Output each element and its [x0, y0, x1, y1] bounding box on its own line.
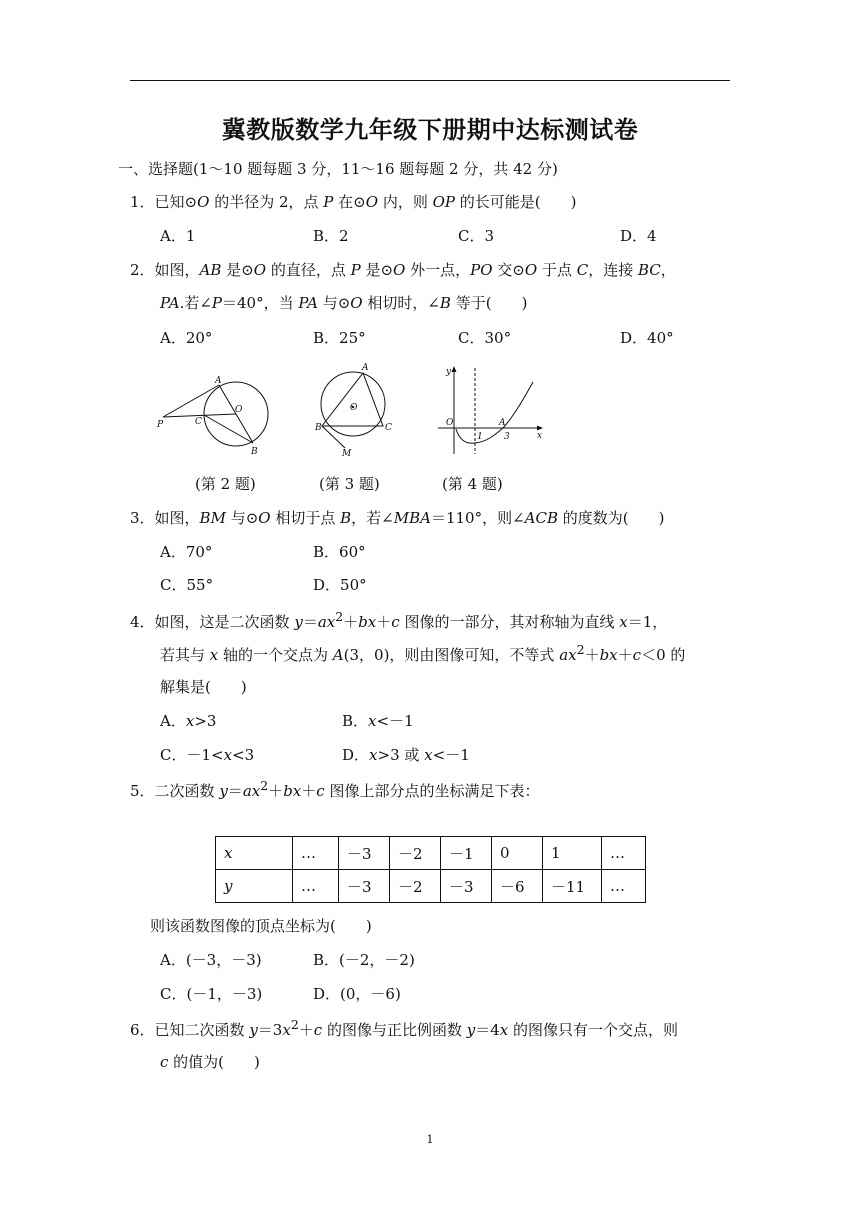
q4-option-b: B．x<－1: [342, 712, 414, 730]
q3-option-c: C．55°: [160, 576, 214, 594]
fig4-tick-3: 3: [504, 432, 510, 442]
question-2-line-1: 2．如图，AB 是⊙O 的直径，点 P 是⊙O 外一点，PO 交⊙O 于点 C，连接 BC，: [130, 261, 676, 279]
fig2-line-pa: [163, 385, 219, 417]
fig3-label-b: B: [315, 423, 322, 433]
question-5-after-table: 则该函数图像的顶点坐标为( ): [150, 917, 372, 935]
fig4-label-y: y: [446, 367, 452, 377]
figure-4: [432, 362, 547, 460]
fig2-label-p: P: [157, 420, 164, 430]
fig3-label-o: O: [350, 403, 358, 413]
fig2-label-c: C: [195, 417, 202, 427]
fig3-label-a: A: [362, 363, 369, 373]
fig4-parabola: [456, 382, 533, 443]
figure-3: [312, 360, 396, 458]
q4-option-a: A．x>3: [160, 712, 217, 730]
table-cell: y: [216, 870, 293, 903]
fig2-label-a: A: [215, 376, 222, 386]
page-title: 冀教版数学九年级下册期中达标测试卷: [221, 116, 639, 144]
table-cell: －6: [492, 870, 543, 903]
q2-option-d: D．40°: [620, 329, 674, 347]
question-6-line-1: 6．已知二次函数 $y=3x^2+c$ 的图像与正比例函数 y＝4x 的图像只有一个交点，则: [130, 1017, 679, 1039]
fig2-label-b: B: [251, 447, 258, 457]
table-cell: －3: [339, 870, 390, 903]
fig4-tick-1: 1: [477, 432, 483, 442]
table-cell: －2: [390, 870, 441, 903]
table-cell: …: [602, 837, 646, 870]
table-cell: －2: [390, 837, 441, 870]
fig3-label-c: C: [385, 423, 392, 433]
q2-option-b: B．25°: [313, 329, 366, 347]
q5-values-table: [215, 836, 646, 903]
q5-option-b: B．(－2，－2): [313, 951, 415, 969]
fig4-label-x: x: [537, 431, 543, 441]
q4-option-d: D．x>3 或 x<－1: [342, 746, 470, 764]
fig4-label-a: A: [499, 418, 506, 428]
fig3-label-m: M: [342, 449, 352, 458]
table-cell: －11: [543, 870, 602, 903]
question-4-line-3: 解集是( ): [160, 678, 247, 696]
table-cell: 0: [492, 837, 543, 870]
question-2-line-2: PA.若∠P＝40°，当 PA 与⊙O 相切时，∠B 等于( ): [160, 294, 528, 312]
q2-option-c: C．30°: [458, 329, 512, 347]
table-row: [216, 870, 646, 903]
caption-figure-3: (第 3 题): [319, 475, 380, 493]
caption-figure-2: (第 2 题): [195, 475, 256, 493]
q2-option-a: A．20°: [160, 329, 213, 347]
question-6-line-2: c 的值为( ): [160, 1053, 260, 1071]
question-5-stem: 5．二次函数 $y=ax^2+bx+c$ 图像上部分点的坐标满足下表：: [130, 778, 540, 800]
fig2-label-o: O: [235, 405, 243, 415]
table-cell: …: [293, 837, 339, 870]
q1-option-c: C．3: [458, 227, 495, 245]
q5-option-a: A．(－3，－3): [160, 951, 262, 969]
table-row: [216, 837, 646, 870]
table-cell: 1: [543, 837, 602, 870]
question-4-line-2: 若其与 x 轴的一个交点为 A(3，0)，则由图像可知，不等式 $ax^2+bx+c<0$ 的: [160, 642, 686, 664]
table-cell: －3: [339, 837, 390, 870]
fig2-line-cb: [204, 415, 253, 443]
table-cell: －1: [441, 837, 492, 870]
question-4-line-1: 4．如图，这是二次函数 $y=ax^2+bx+c$ 图像的一部分，其对称轴为直线 x＝1，: [130, 609, 668, 631]
q3-option-a: A．70°: [160, 543, 213, 561]
page-number: 1: [426, 1133, 434, 1146]
table-cell: …: [293, 870, 339, 903]
caption-figure-4: (第 4 题): [442, 475, 503, 493]
table-cell: －3: [441, 870, 492, 903]
section-heading: 一、选择题(1～10 题每题 3 分，11～16 题每题 2 分，共 42 分): [118, 160, 558, 178]
q5-option-d: D．(0，－6): [313, 985, 401, 1003]
q1-option-d: D．4: [620, 227, 657, 245]
q5-option-c: C．(－1，－3): [160, 985, 263, 1003]
question-1-stem: 1．已知⊙O 的半径为 2，点 P 在⊙O 内，则 OP 的长可能是( ): [130, 193, 577, 211]
fig4-label-o: O: [446, 418, 454, 428]
q1-option-b: B．2: [313, 227, 349, 245]
q3-option-b: B．60°: [313, 543, 366, 561]
table-cell: x: [216, 837, 293, 870]
question-3-stem: 3．如图，BM 与⊙O 相切于点 B，若∠MBA＝110°，则∠ACB 的度数为( ): [130, 509, 665, 527]
q4-option-c: C．－1<x<3: [160, 746, 255, 764]
q3-option-d: D．50°: [313, 576, 367, 594]
header-rule: [130, 80, 730, 81]
q1-option-a: A．1: [160, 227, 196, 245]
figure-2: [155, 372, 280, 462]
table-cell: …: [602, 870, 646, 903]
